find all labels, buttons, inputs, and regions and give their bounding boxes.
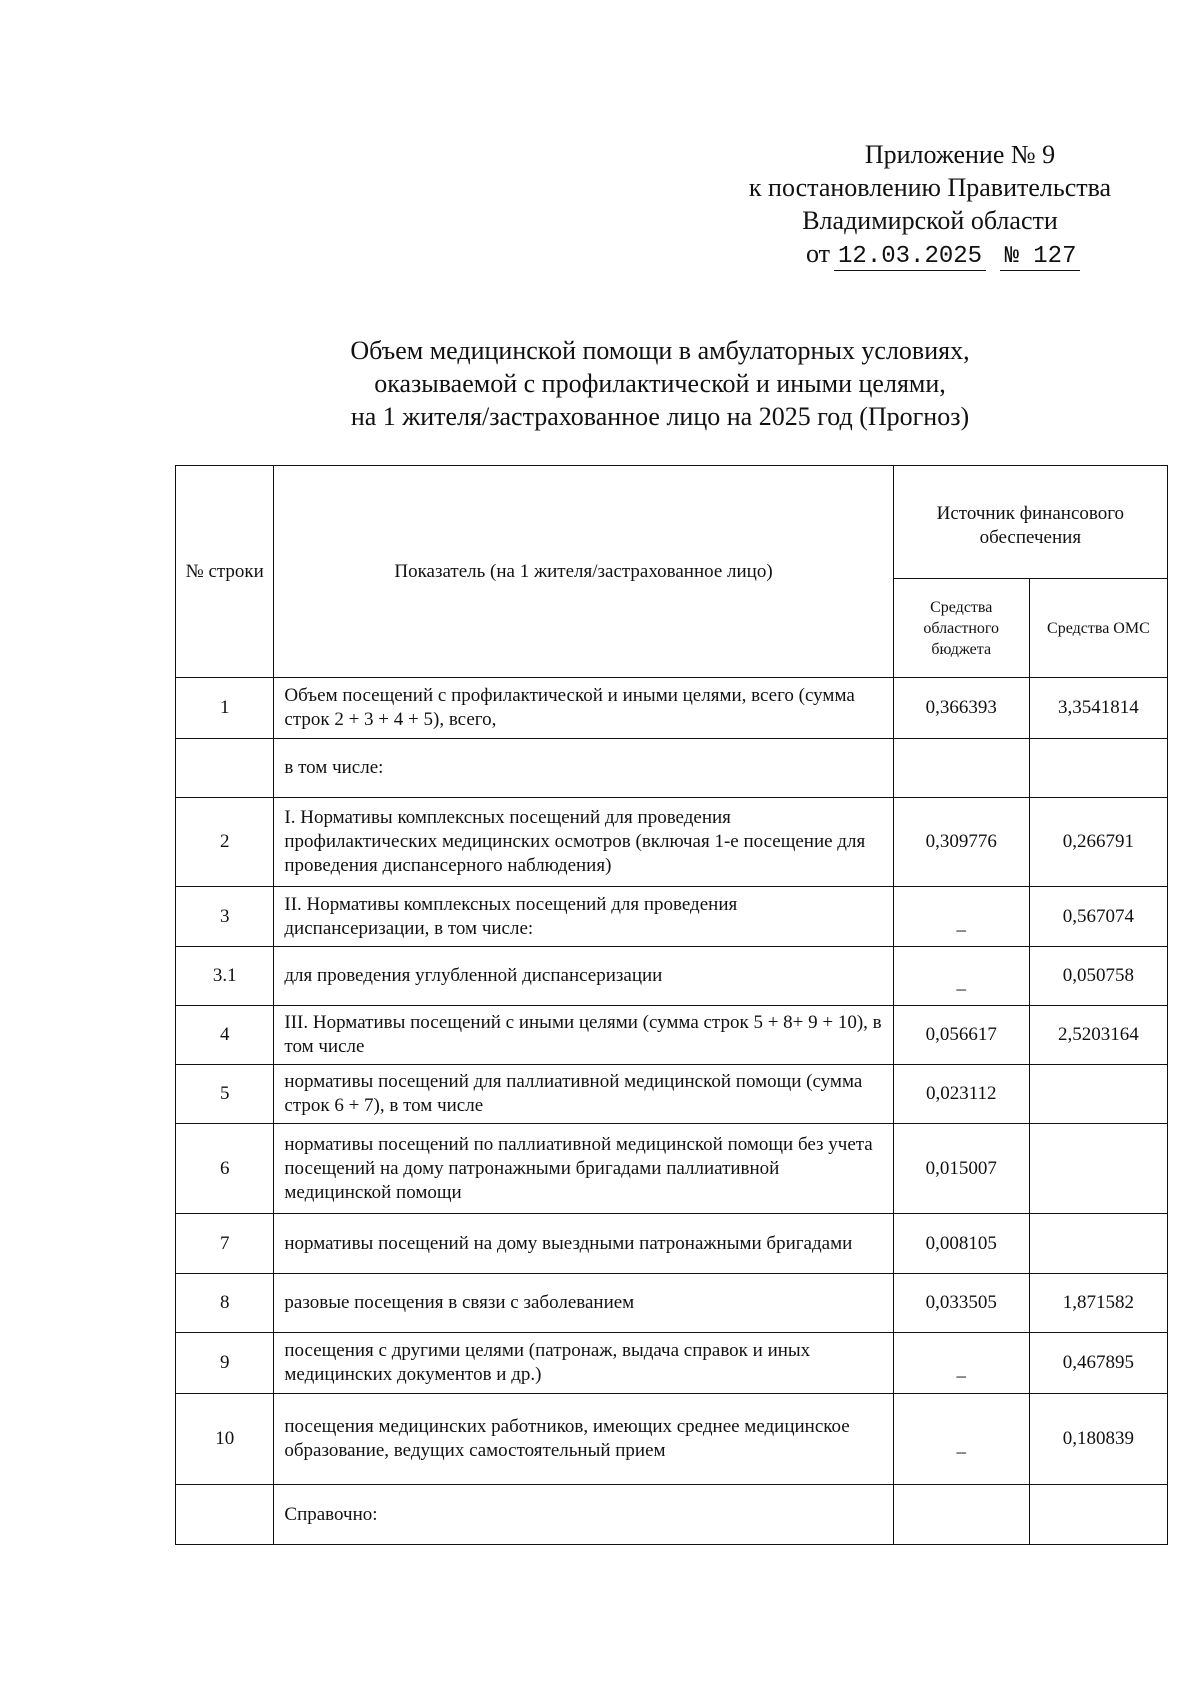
table-row — [176, 1006, 1168, 1065]
row-number-cell — [176, 1124, 274, 1214]
resolution-date: 12.03.2025 — [834, 243, 986, 271]
regional-budget-value — [893, 947, 1029, 1006]
row-number-cell-text: 5 — [219, 1083, 230, 1104]
row-number-cell-text: 4 — [219, 1024, 230, 1045]
regional-budget-value — [893, 887, 1029, 947]
indicator-cell-text: для проведения углубленной диспансеризации — [284, 965, 663, 986]
row-number-cell — [176, 1333, 274, 1394]
regional-budget-value-text: _ — [956, 912, 966, 934]
appendix-resolution: к постановлению Правительства — [748, 173, 1112, 202]
row-number-cell — [176, 1065, 274, 1124]
regional-budget-value-text: 0,309776 — [925, 831, 997, 852]
appendix-date-line — [806, 239, 1080, 271]
regional-budget-value-text: 0,056617 — [925, 1024, 997, 1045]
oms-value — [1029, 1065, 1167, 1124]
oms-value — [1029, 1214, 1167, 1274]
title-line-2: оказываемой с профилактической и иными целями, — [374, 369, 946, 398]
regional-budget-value — [893, 1485, 1029, 1545]
oms-value — [1029, 678, 1167, 739]
oms-value — [1029, 1485, 1167, 1545]
row-number-cell-text: 3 — [219, 905, 230, 927]
resolution-number: № 127 — [1000, 243, 1080, 271]
oms-value — [1029, 947, 1167, 1006]
regional-budget-value — [893, 1006, 1029, 1065]
table-row — [176, 1065, 1168, 1124]
indicator-cell — [274, 1006, 893, 1065]
oms-value-text: 2,5203164 — [1058, 1024, 1139, 1045]
row-number-cell — [176, 1006, 274, 1065]
oms-value — [1029, 1006, 1167, 1065]
regional-budget-value-text: _ — [956, 1359, 966, 1380]
document-title — [180, 334, 1140, 433]
oms-value — [1029, 1333, 1167, 1394]
indicator-cell-text: нормативы посещений на дому выездными патронажными бригадами — [284, 1232, 853, 1254]
indicator-cell — [274, 678, 893, 739]
oms-value — [1029, 798, 1167, 887]
indicator-cell-text: посещения с другими целями (патронаж, выдача справок и иных медицинских документов и др.) — [284, 1340, 811, 1385]
row-number-cell — [176, 1394, 274, 1485]
oms-value-text: 0,180839 — [1062, 1428, 1135, 1449]
oms-value-text: 0,467895 — [1062, 1352, 1135, 1373]
row-number-cell-text: 10 — [215, 1428, 235, 1449]
row-number-cell — [176, 947, 274, 1006]
title-line-1: Объем медицинской помощи в амбулаторных условиях, — [350, 336, 970, 365]
table-row — [176, 678, 1168, 739]
regional-budget-value-text: _ — [956, 1435, 966, 1456]
row-number-cell — [176, 1274, 274, 1333]
table-row — [176, 1124, 1168, 1214]
indicator-cell — [274, 1214, 893, 1274]
row-number-cell-text: 9 — [219, 1352, 230, 1373]
row-number-cell-text: 1 — [219, 697, 230, 718]
table-row — [176, 1394, 1168, 1485]
col-header-indicator: Показатель (на 1 жителя/застрахованное лицо) — [274, 466, 893, 678]
indicator-cell — [274, 1274, 893, 1333]
oms-value — [1029, 1124, 1167, 1214]
oms-value — [1029, 1394, 1167, 1485]
regional-budget-value — [893, 1274, 1029, 1333]
oms-value-text: 3,3541814 — [1058, 697, 1139, 718]
regional-budget-value-text: 0,366393 — [925, 697, 997, 718]
row-number-cell — [176, 739, 274, 798]
regional-budget-value — [893, 739, 1029, 798]
row-number-cell-text: 6 — [219, 1157, 230, 1179]
indicator-cell — [274, 798, 893, 887]
col-header-row-number: № строки — [176, 466, 274, 678]
regional-budget-value — [893, 1333, 1029, 1394]
regional-budget-value — [893, 1214, 1029, 1274]
col-header-regional-budget: Средства областного бюджета — [893, 579, 1029, 678]
row-number-cell — [176, 798, 274, 887]
indicator-cell-text: II. Нормативы комплексных посещений для проведения диспансеризации, в том числе: — [284, 893, 738, 939]
row-number-cell — [176, 1214, 274, 1274]
indicator-cell — [274, 1485, 893, 1545]
indicator-cell-text: нормативы посещений по паллиативной медицинской помощи без учета посещений на дому патронажными бригадами паллиативной медицинской помощи — [284, 1133, 873, 1203]
oms-value — [1029, 887, 1167, 947]
appendix-header — [700, 138, 1160, 237]
row-number-cell-text: 7 — [219, 1232, 230, 1254]
indicator-cell-text: нормативы посещений для паллиативной медицинской помощи (сумма строк 6 + 7), в том числе — [284, 1071, 863, 1116]
regional-budget-value-text: 0,015007 — [925, 1157, 997, 1179]
regional-budget-value — [893, 678, 1029, 739]
row-number-cell — [176, 678, 274, 739]
oms-value — [1029, 1274, 1167, 1333]
date-prefix: от — [806, 239, 831, 268]
regional-budget-value — [893, 798, 1029, 887]
table-row — [176, 1333, 1168, 1394]
oms-value-text: 0,050758 — [1062, 965, 1135, 986]
regional-budget-value-text: 0,008105 — [925, 1232, 997, 1254]
indicator-cell-text: Объем посещений с профилактической и иными целями, всего (сумма строк 2 + 3 + 4 + 5), всего, — [284, 685, 855, 730]
table-row — [176, 1485, 1168, 1545]
oms-value-text: 0,567074 — [1062, 905, 1135, 927]
regional-budget-value-text: 0,023112 — [925, 1083, 997, 1104]
indicator-cell-text: Справочно: — [284, 1503, 378, 1525]
table-row — [176, 1274, 1168, 1333]
appendix-region: Владимирской области — [802, 206, 1058, 235]
col-header-funding-source: Источник финансового обеспечения — [893, 466, 1167, 579]
table-body — [176, 678, 1168, 1545]
regional-budget-value — [893, 1394, 1029, 1485]
row-number-cell-text: 3.1 — [212, 965, 237, 986]
row-number-cell — [176, 1485, 274, 1545]
table-row — [176, 1214, 1168, 1274]
table-row — [176, 947, 1168, 1006]
volume-table — [175, 465, 1168, 1545]
indicator-cell-text: разовые посещения в связи с заболеванием — [284, 1292, 635, 1313]
oms-value-text: 0,266791 — [1062, 831, 1135, 852]
table-row — [176, 739, 1168, 798]
indicator-cell — [274, 739, 893, 798]
indicator-cell-text: I. Нормативы комплексных посещений для проведения профилактических медицинских осмотров (включая 1-е посещение для проведения диспансерного наблюдения) — [284, 807, 866, 876]
indicator-cell-text: в том числе: — [284, 757, 384, 778]
title-line-3: на 1 жителя/застрахованное лицо на 2025 год (Прогноз) — [350, 402, 970, 431]
row-number-cell-text: 2 — [219, 831, 230, 852]
appendix-number: Приложение № 9 — [864, 140, 1056, 169]
row-number-cell-text: 8 — [219, 1292, 230, 1313]
indicator-cell — [274, 887, 893, 947]
table-row — [176, 798, 1168, 887]
regional-budget-value-text: 0,033505 — [925, 1292, 997, 1313]
regional-budget-value — [893, 1065, 1029, 1124]
regional-budget-value-text: _ — [956, 972, 966, 993]
table-row — [176, 887, 1168, 947]
row-number-cell — [176, 887, 274, 947]
col-header-oms: Средства ОМС — [1029, 579, 1167, 678]
indicator-cell — [274, 1124, 893, 1214]
oms-value-text: 1,871582 — [1062, 1292, 1135, 1313]
indicator-cell — [274, 1394, 893, 1485]
oms-value — [1029, 739, 1167, 798]
indicator-cell — [274, 1333, 893, 1394]
regional-budget-value — [893, 1124, 1029, 1214]
indicator-cell — [274, 947, 893, 1006]
indicator-cell-text: III. Нормативы посещений с иными целями (сумма строк 5 + 8+ 9 + 10), в том числе — [284, 1012, 882, 1057]
indicator-cell — [274, 1065, 893, 1124]
indicator-cell-text: посещения медицинских работников, имеющих среднее медицинское образование, ведущих самостоятельный прием — [284, 1416, 850, 1461]
